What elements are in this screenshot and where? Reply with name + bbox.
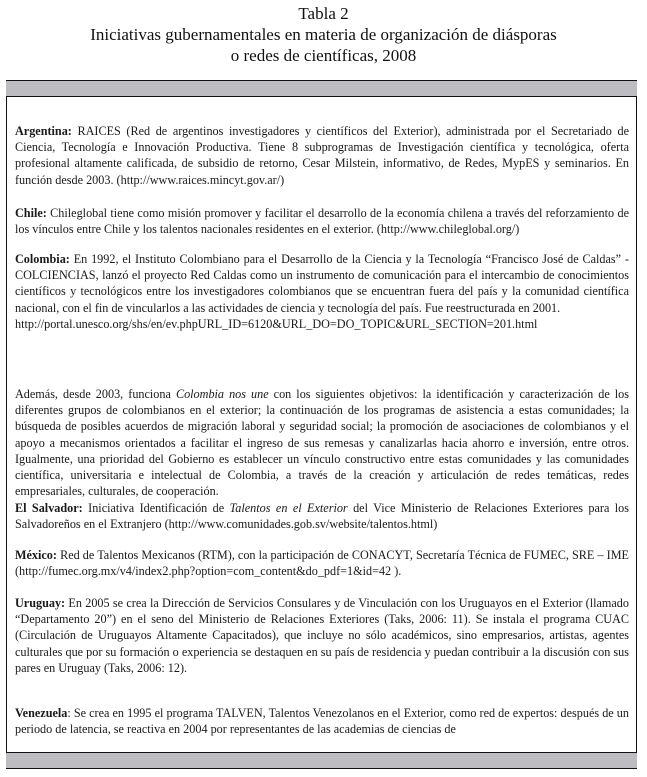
table-number: Tabla 2	[298, 4, 349, 23]
country-label: Venezuela	[15, 706, 68, 720]
entry-text: RAICES (Red de argentinos investigadores y científicos del Exterior), administrada por el Secretariado de Ciencia, Tecnología e Innovación Productiva. Tiene 8 subprogramas de Investigación científica y tecnológica, oferta profesional altamente calificada, de subsidio de retorno, Cesar Milstein, informativo, de Redes, MypES y seminarios. En función desde 2003. (http://www.raices.mincyt.gov.ar/)	[15, 124, 629, 187]
table-footer-bar	[6, 752, 637, 769]
entry-text: En 2005 se crea la Dirección de Servicios Consulares y de Vinculación con los Uruguayos en el Exterior (llamado “Departamento 20”) en el seno del Ministerio de Relaciones Exteriores (Taks, 2006: 11). Se instala el programa CUAC (Circulación de Uruguayos Altamente Capacitados), que incluye no sólo académicos, sino empresarios, artistas, agentes culturales que por su formación o experiencia se destaquen en su país de residencia y puedan contribuir a la discusión con sus pares en Uruguay (Taks, 2006: 12).	[15, 596, 629, 675]
entry-text-pre: Además, desde 2003, funciona	[15, 387, 176, 401]
country-label: Argentina:	[15, 124, 72, 138]
table-header-bar	[6, 80, 637, 97]
country-label: Uruguay:	[15, 596, 66, 610]
entry-el-salvador	[15, 500, 629, 532]
country-label: Chile:	[15, 206, 47, 220]
entry-text-pre: Iniciativa Identificación de	[82, 501, 230, 515]
entry-text: Red de Talentos Mexicanos (RTM), con la participación de CONACYT, Secretaría Técnica de FUMEC, SRE – IME (http://fumec.org.mx/v4/index2.php?option=com_content&do_pdf=1&id=42 ).	[15, 548, 629, 579]
table-title-line-1: Iniciativas gubernamentales en materia de organización de diásporas	[90, 25, 557, 44]
program-name: Talentos en el Exterior	[229, 501, 348, 515]
entry-text: Chileglobal tiene como misión promover y facilitar el desarrollo de la economía chilena a través del reforzamiento de los vínculos entre Chile y los talentos nacionales residentes en el exterior. (http://www.chileglobal.org/)	[15, 206, 629, 237]
entry-text-post: del Vice Ministerio de Relaciones Exteriores para los Salvadoreños en el Extranjero (http://www.comunidades.gob.sv/website/talentos.html)	[15, 501, 630, 532]
country-label: Colombia:	[15, 252, 70, 266]
entry-mexico	[15, 547, 629, 579]
program-name: Colombia nos une	[175, 387, 269, 401]
table-title-line-2: o redes de científicas, 2008	[230, 46, 417, 65]
table-title-block	[0, 3, 647, 66]
entry-argentina	[15, 123, 629, 188]
entry-chile	[15, 205, 629, 237]
country-label: México:	[15, 548, 57, 562]
entry-url: http://portal.unesco.org/shs/en/ev.phpURL_ID=6120&URL_DO=DO_TOPIC&URL_SECTION=201.html	[15, 316, 538, 331]
entry-text-post: con los siguientes objetivos: la identificación y caracterización de los diferentes grupos de colombianos en el exterior; la continuación de los programas de asistencia a estas comunidades; la búsqueda de posibles acuerdos de migración laboral y seguridad social; la promoción de asociaciones de colombianos y el apoyo a mecanismos orientados a facilitar el ingreso de sus remesas y canalizarlas hacia ahorro e inversión, entre otros. Igualmente, una prioridad del Gobierno es establecer un vínculo constructivo entre estas comunidades y las comunidades científica, universitaria e intelectual de Colombia, a través de la creación y articulación de redes temáticas, redes empresariales, culturales, de cooperación.	[15, 387, 630, 499]
entry-colombia	[15, 251, 629, 332]
entry-uruguay	[15, 595, 629, 676]
country-label: El Salvador:	[15, 501, 83, 515]
entry-venezuela	[15, 705, 629, 737]
entry-colombia-nos-une	[15, 386, 629, 499]
entry-text: En 1992, el Instituto Colombiano para el Desarrollo de la Ciencia y la Tecnología “Francisco José de Caldas” - COLCIENCIAS, lanzó el proyecto Red Caldas como un instrumento de comunicación para el intercambio de conocimientos científicos y tecnológicos entre los investigadores colombianos que se encuentran fuera del país y la comunidad científica nacional, con el fin de vincularlos a las actividades de ciencia y tecnología del país. Fue reestructurada en 2001.	[15, 252, 629, 315]
entry-text: : Se crea en 1995 el programa TALVEN, Talentos Venezolanos en el Exterior, como red de expertos: después de un periodo de latencia, se reactiva en 2004 por representantes de las academias de ciencias de	[15, 706, 629, 737]
